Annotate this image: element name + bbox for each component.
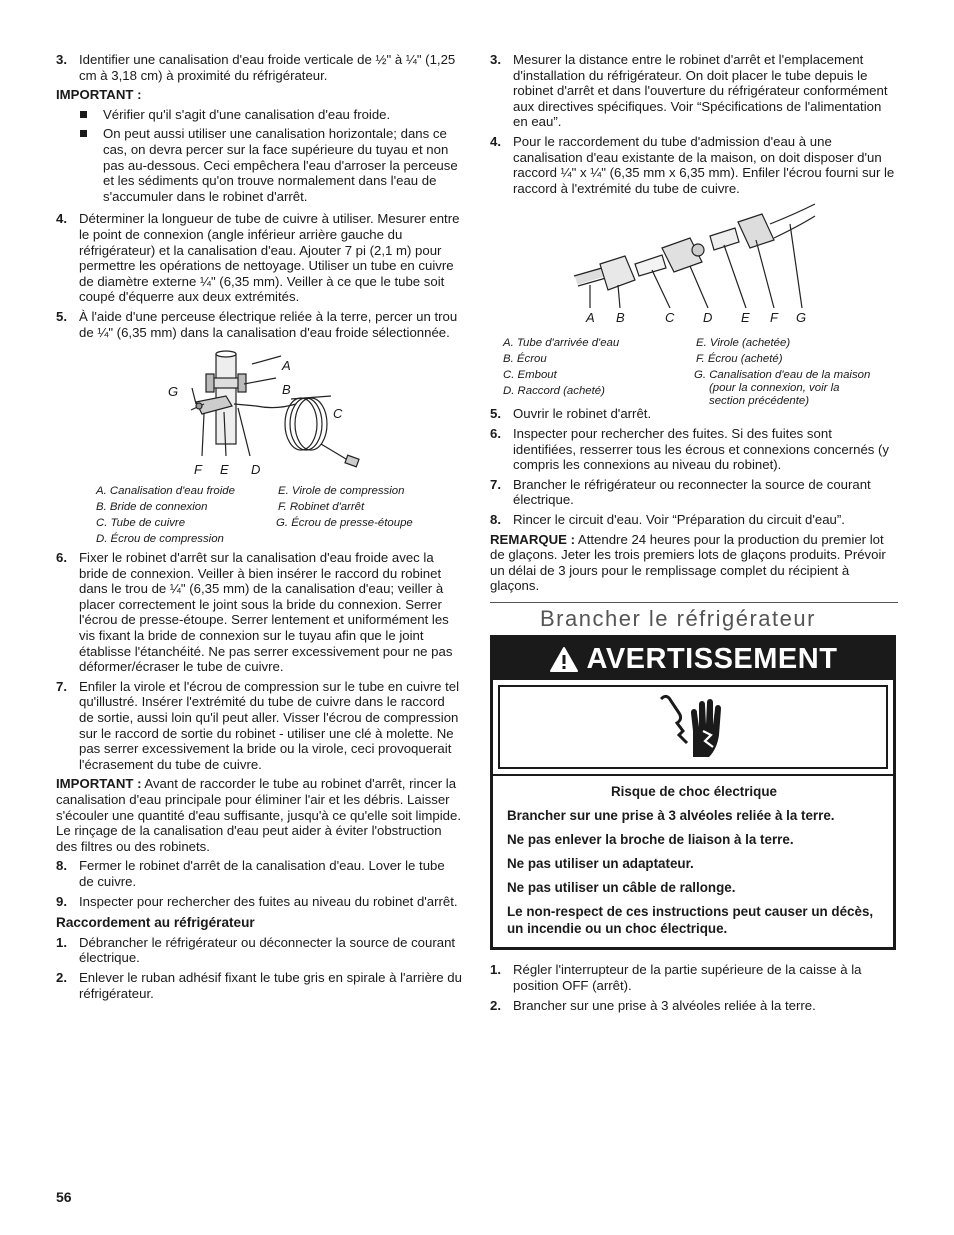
step-number: 6. xyxy=(56,550,67,566)
figure-label-f: F xyxy=(770,310,778,326)
step-number: 5. xyxy=(490,406,501,422)
legend-a: A. Canalisation d'eau froide xyxy=(96,485,235,498)
step-number: 2. xyxy=(490,997,501,1013)
step-8 xyxy=(56,858,462,889)
bullet-item xyxy=(56,107,462,123)
important-label: IMPORTANT : xyxy=(56,87,142,103)
legend-e: E. Virole (achetée) xyxy=(696,337,791,350)
warning-line: Ne pas utiliser un câble de rallonge. xyxy=(507,880,736,896)
important-text: Avant de raccorder le tube au robinet d'arrêt, rincer la canalisation d'eau principale pour éliminer l'air et les débris. Laisser s'écouler une quantité d'eau suffisante, jusqu'à ce qu'elle soit limpide. Le rinçage de la canalisation d'eau peut aider à éviter l'obstruction des filtres ou des robinets. xyxy=(56,776,461,854)
right-step-7 xyxy=(490,477,898,508)
remarque-note xyxy=(490,532,898,594)
figure-legend xyxy=(490,336,898,406)
warning-text xyxy=(493,774,893,947)
step-5 xyxy=(56,309,462,340)
bullet-text: Vérifier qu'il s'agit d'une canalisation d'eau froide. xyxy=(103,106,391,122)
step-number: 3. xyxy=(56,52,67,67)
right-step-8 xyxy=(490,512,898,528)
subsection-heading: Raccordement au réfrigérateur xyxy=(56,915,255,931)
legend-e: E. Virole de compression xyxy=(278,485,405,498)
power-step-1 xyxy=(490,962,898,993)
step-text: Régler l'interrupteur de la partie supérieure de la caisse à la position OFF (arrêt). xyxy=(513,962,862,994)
figure-legend xyxy=(56,484,462,550)
warning-heading: Risque de choc électrique xyxy=(611,784,777,800)
right-step-3 xyxy=(490,52,898,130)
bullet-square-icon xyxy=(80,130,87,137)
step-number: 1. xyxy=(56,934,67,950)
step-7 xyxy=(56,679,462,773)
fitting-illustration xyxy=(490,200,898,332)
warning-line: Brancher sur une prise à 3 alvéoles reliée à la terre. xyxy=(507,808,835,824)
legend-b: B. Écrou xyxy=(503,353,547,366)
right-step-5 xyxy=(490,406,898,422)
figure-label-b: B xyxy=(282,382,291,398)
bullet-square-icon xyxy=(80,111,87,118)
step-9 xyxy=(56,894,462,910)
step-text: Déterminer la longueur de tube de cuivre à utiliser. Mesurer entre le point de connexion (angle inférieur arrière gauche du réfrigérateur) et la canalisation d'eau. Ajouter 7 pi (2,1 m) pour permettre les opérations de nettoyage. Utiliser un tube en cuivre de diamètre externe ¼" (6,35 mm). Veiller à ce que le tube soit coupé d'équerre aux deux extrémités. xyxy=(79,211,460,305)
connect-step-2 xyxy=(56,970,462,1001)
step-number: 9. xyxy=(56,893,67,909)
figure-label-a: A xyxy=(282,358,291,374)
warning-line: Ne pas enlever la broche de liaison à la terre. xyxy=(507,832,794,848)
step-number: 4. xyxy=(56,211,67,227)
legend-f: F. Écrou (acheté) xyxy=(696,353,783,366)
step-number: 8. xyxy=(56,858,67,874)
warning-icon-frame xyxy=(498,685,888,769)
fitting-figure xyxy=(490,200,898,332)
step-number: 6. xyxy=(490,425,501,441)
warning-line: Ne pas utiliser un adaptateur. xyxy=(507,856,694,872)
legend-g-line2: (pour la connexion, voir la xyxy=(709,382,840,395)
spacer xyxy=(490,950,898,962)
step-text: Inspecter pour rechercher des fuites. Si des fuites sont identifiées, resserrer tous les écrous et connexions concernés (y compris les connexions au niveau du robinet). xyxy=(513,425,890,473)
legend-d: D. Raccord (acheté) xyxy=(503,385,605,398)
step-6 xyxy=(56,550,462,675)
legend-c: C. Tube de cuivre xyxy=(96,517,186,530)
step-text: Ouvrir le robinet d'arrêt. xyxy=(513,406,652,422)
step-number: 4. xyxy=(490,133,501,149)
figure-label-c: C xyxy=(665,310,675,326)
right-column xyxy=(490,52,898,1017)
legend-a: A. Tube d'arrivée d'eau xyxy=(503,337,620,350)
warning-box xyxy=(490,635,896,950)
section-divider xyxy=(490,602,898,603)
legend-c: C. Embout xyxy=(503,369,557,382)
remarque-label: REMARQUE : xyxy=(490,531,575,547)
warning-header xyxy=(493,638,893,680)
step-text: Enfiler la virole et l'écrou de compression sur le tube en cuivre tel qu'illustré. Insérer l'extrémité du tube de cuivre dans le raccord de sortie, aussi loin qu'il peut aller. Visser l'écrou de compression sur le raccord de sortie du robinet - utiliser une clé à molette. Ne pas serrer excessivement la bride ou la virole, ceci provoquerait l'écrasement du tube de cuivre. xyxy=(79,678,460,772)
step-text: Inspecter pour rechercher des fuites au niveau du robinet d'arrêt. xyxy=(79,893,458,909)
step-text: Rincer le circuit d'eau. Voir “Préparation du circuit d'eau”. xyxy=(513,511,845,527)
legend-f: F. Robinet d'arrêt xyxy=(278,501,365,514)
step-number: 3. xyxy=(490,52,501,67)
section-title: Brancher le réfrigérateur xyxy=(540,605,816,631)
step-text: Brancher sur une prise à 3 alvéoles reliée à la terre. xyxy=(513,997,816,1013)
important-note xyxy=(56,776,462,854)
step-text: Enlever le ruban adhésif fixant le tube gris en spirale à l'arrière du réfrigérateur. xyxy=(79,969,462,1001)
step-text: Fixer le robinet d'arrêt sur la canalisation d'eau froide avec la bride de connexion. Veiller à bien insérer le raccord du robinet dans le trou de ¼" (6,35 mm) de la canalisation d'eau; veiller à placer correctement le joint sous la bride du connexion. Serrer l'écrou de presse-étoupe. Serrer lentement et uniformément les vis fixant la bride de connexion sur le tuyau afin que le joint établisse l'étanchéité. Ne pas serrer excessivement pour ne pas déformer/écraser le tube de cuivre. xyxy=(79,550,453,675)
warning-icon-area xyxy=(493,680,893,774)
remarque-text: Attendre 24 heures pour la production du premier lot de glaçons. Jeter les trois premiers lots de glaçons produits. Prévoir un délai de 3 jours pour le remplissage complet du récipient à glaçons. xyxy=(490,531,886,594)
step-4 xyxy=(56,211,462,305)
step-text: Identifier une canalisation d'eau froide verticale de ½" à ¼" (1,25 cm à 3,18 cm) à proximité du réfrigérateur. xyxy=(79,52,456,83)
step-text: Brancher le réfrigérateur ou reconnecter la source de courant électrique. xyxy=(513,476,871,508)
figure-label-e: E xyxy=(741,310,750,326)
step-number: 7. xyxy=(490,476,501,492)
figure-label-g: G xyxy=(168,384,179,400)
warning-title: AVERTISSEMENT xyxy=(586,642,838,675)
step-number: 2. xyxy=(56,969,67,985)
important-label: IMPORTANT : xyxy=(56,776,142,792)
step-number: 7. xyxy=(56,678,67,694)
legend-g: G. Canalisation d'eau de la maison xyxy=(694,369,871,382)
power-step-2 xyxy=(490,998,898,1014)
bullet-text: On peut aussi utiliser une canalisation horizontale; dans ce cas, on devra percer sur la face supérieure du tuyau et non pas au-dessous. Ceci empêchera l'eau d'arroser la perceuse et les sédiments qu'on trouve normalement dans l'eau de s'accumuler dans le robinet d'arrêt. xyxy=(103,126,458,204)
connect-step-1 xyxy=(56,935,462,966)
step-number: 8. xyxy=(490,511,501,527)
figure-label-d: D xyxy=(703,310,713,326)
figure-label-c: C xyxy=(333,406,343,422)
legend-g-line3: section précédente) xyxy=(709,395,810,408)
page-number: 56 xyxy=(56,1189,72,1205)
figure-label-e: E xyxy=(220,462,229,478)
right-step-6 xyxy=(490,426,898,473)
step-text: Mesurer la distance entre le robinet d'arrêt et l'emplacement d'installation du réfrigérateur. On doit placer le tube depuis le robinet d'arrêt et dans l'ouverture du réfrigérateur conformément aux directives spécifiques. Voir “Spécifications de l'alimentation en eau”. xyxy=(513,52,888,130)
step-number: 5. xyxy=(56,308,67,324)
step-text: Pour le raccordement du tube d'admission d'eau à une canalisation d'eau existante de la maison, on doit disposer d'un raccord ¼" x ¼" (6,35 mm x 6,35 mm). Enfiler l'écrou fourni sur le raccord à l'extrémité du tube de cuivre. xyxy=(513,133,895,196)
legend-g: G. Écrou de presse-étoupe xyxy=(276,517,413,530)
left-column xyxy=(56,52,462,1005)
legend-d: D. Écrou de compression xyxy=(96,533,224,546)
figure-label-f: F xyxy=(194,462,202,478)
warning-line: Le non-respect de ces instructions peut causer un décès, un incendie ou un choc électrique. xyxy=(507,904,874,937)
right-step-4 xyxy=(490,134,898,196)
figure-label-b: B xyxy=(616,310,625,326)
figure-label-g: G xyxy=(796,310,807,326)
figure-label-d: D xyxy=(251,462,261,478)
figure-label-a: A xyxy=(586,310,595,326)
step-text: Fermer le robinet d'arrêt de la canalisation d'eau. Lover le tube de cuivre. xyxy=(79,858,445,889)
electric-shock-hand-icon xyxy=(653,691,733,763)
step-text: Débrancher le réfrigérateur ou déconnecter la source de courant électrique. xyxy=(79,934,456,966)
legend-b: B. Bride de connexion xyxy=(96,501,208,514)
step-3 xyxy=(56,52,462,83)
step-text: À l'aide d'une perceuse électrique reliée à la terre, percer un trou de ¼" (6,35 mm) dans la canalisation d'eau froide sélectionnée. xyxy=(79,308,458,340)
shutoff-valve-figure xyxy=(56,344,462,484)
warning-triangle-icon xyxy=(549,646,579,673)
bullet-item xyxy=(56,126,462,204)
step-number: 1. xyxy=(490,962,501,978)
